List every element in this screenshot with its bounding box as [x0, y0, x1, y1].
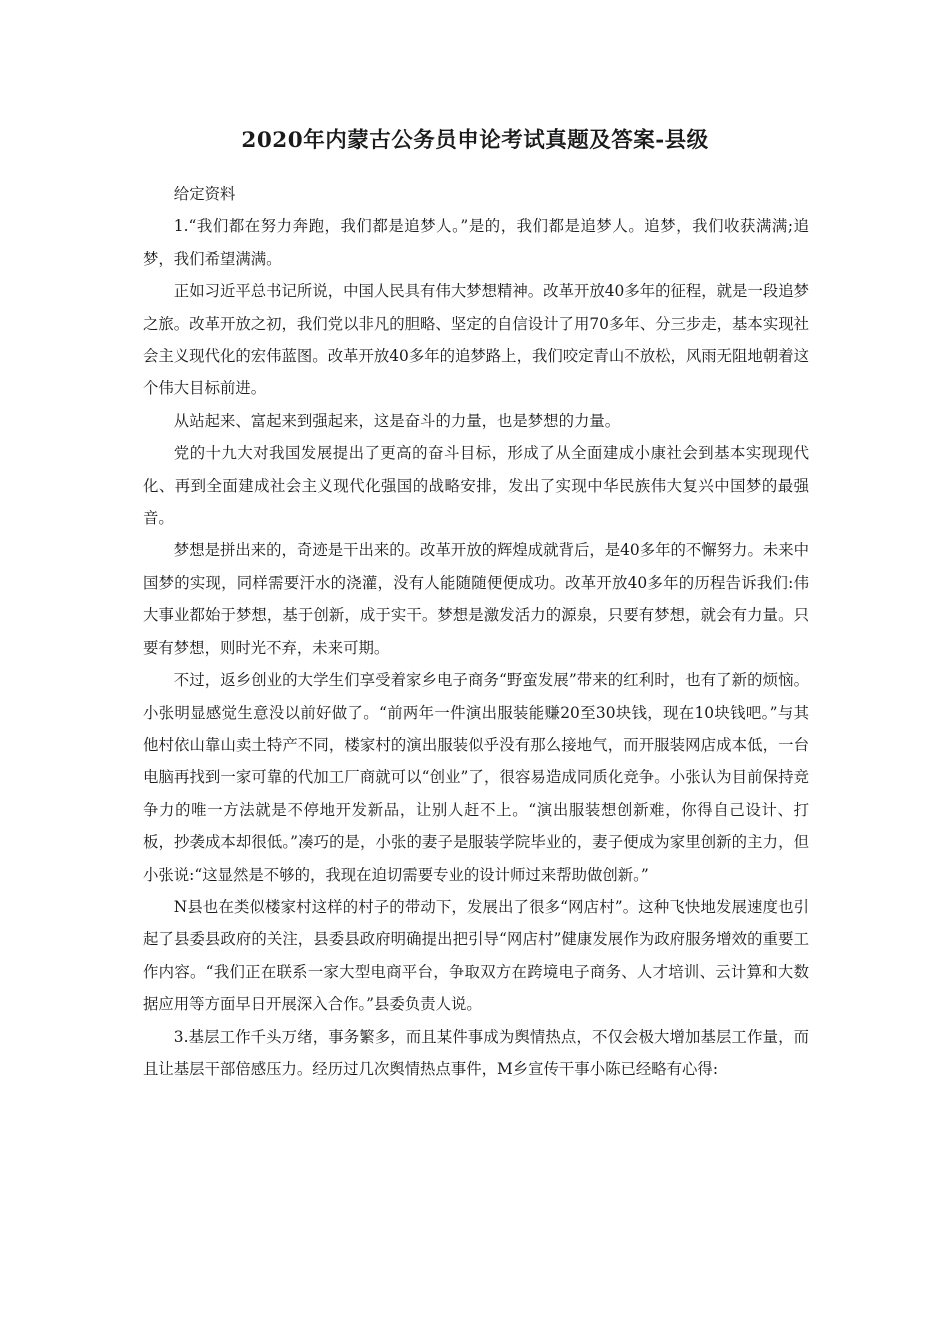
paragraph: N县也在类似楼家村这样的村子的带动下，发展出了很多“网店村”。这种飞快地发展速度也引起了县委县政府的关注，县委县政府明确提出把引导“网店村”健康发展作为政府服务增效的重要工作内容。“我们正在联系一家大型电商平台，争取双方在跨境电子商务、人才培训、云计算和大数据应用等方面早日开展深入合作。”县委负责人说。: [143, 897, 809, 1014]
paragraph: 党的十九大对我国发展提出了更高的奋斗目标，形成了从全面建成小康社会到基本实现现代化、再到全面建成社会主义现代化强国的战略安排，发出了实现中华民族伟大复兴中国梦的最强音。: [143, 444, 809, 528]
paragraph: 从站起来、富起来到强起来，这是奋斗的力量，也是梦想的力量。: [173, 411, 621, 430]
paragraph: 梦想是拼出来的，奇迹是干出来的。改革开放的辉煌成就背后，是40多年的不懈努力。未来中国梦的实现，同样需要汗水的浇灌，没有人能随随便便成功。改革开放40多年的历程告诉我们:伟大事业都始于梦想，基于创新，成于实干。梦想是激发活力的源泉，只要有梦想，就会有力量。只要有梦想，则时光不弃，未来可期。: [143, 541, 810, 657]
document-title: 2020年内蒙古公务员申论考试真题及答案-县级: [241, 128, 709, 153]
paragraph: 正如习近平总书记所说，中国人民具有伟大梦想精神。改革开放40多年的征程，就是一段追梦之旅。改革开放之初，我们党以非凡的胆略、坚定的自信设计了用70多年、分三步走，基本实现社会主义现代化的宏伟蓝图。改革开放40多年的追梦路上，我们咬定青山不放松，风雨无阻地朝着这个伟大目标前进。: [143, 282, 810, 398]
document-body: [143, 178, 809, 1085]
paragraph: 1.“我们都在努力奔跑，我们都是追梦人。”是的，我们都是追梦人。追梦，我们收获满满;追梦，我们希望满满。: [143, 217, 809, 268]
section-heading: 给定资料: [173, 185, 236, 203]
paragraph: 不过，返乡创业的大学生们享受着家乡电子商务“野蛮发展”带来的红利时，也有了新的烦恼。小张明显感觉生意没以前好做了。“前两年一件演出服装能赚20至30块钱，现在10块钱吧。”与其他村依山靠山卖土特产不同，楼家村的演出服装似乎没有那么接地气，而开服装网店成本低，一台电脑再找到一家可靠的代加工厂商就可以“创业”了，很容易造成同质化竞争。小张认为目前保持竞争力的唯一方法就是不停地开发新品，让别人赶不上。“演出服装想创新难，你得自己设计、打板，抄袭成本却很低。”凑巧的是，小张的妻子是服装学院毕业的，妻子便成为家里创新的主力，但小张说:“这显然是不够的，我现在迫切需要专业的设计师过来帮助做创新。”: [143, 671, 809, 884]
paragraph: 3.基层工作千头万绪，事务繁多，而且某件事成为舆情热点，不仅会极大增加基层工作量，而且让基层干部倍感压力。经历过几次舆情热点事件，M乡宣传干事小陈已经略有心得:: [143, 1027, 809, 1078]
